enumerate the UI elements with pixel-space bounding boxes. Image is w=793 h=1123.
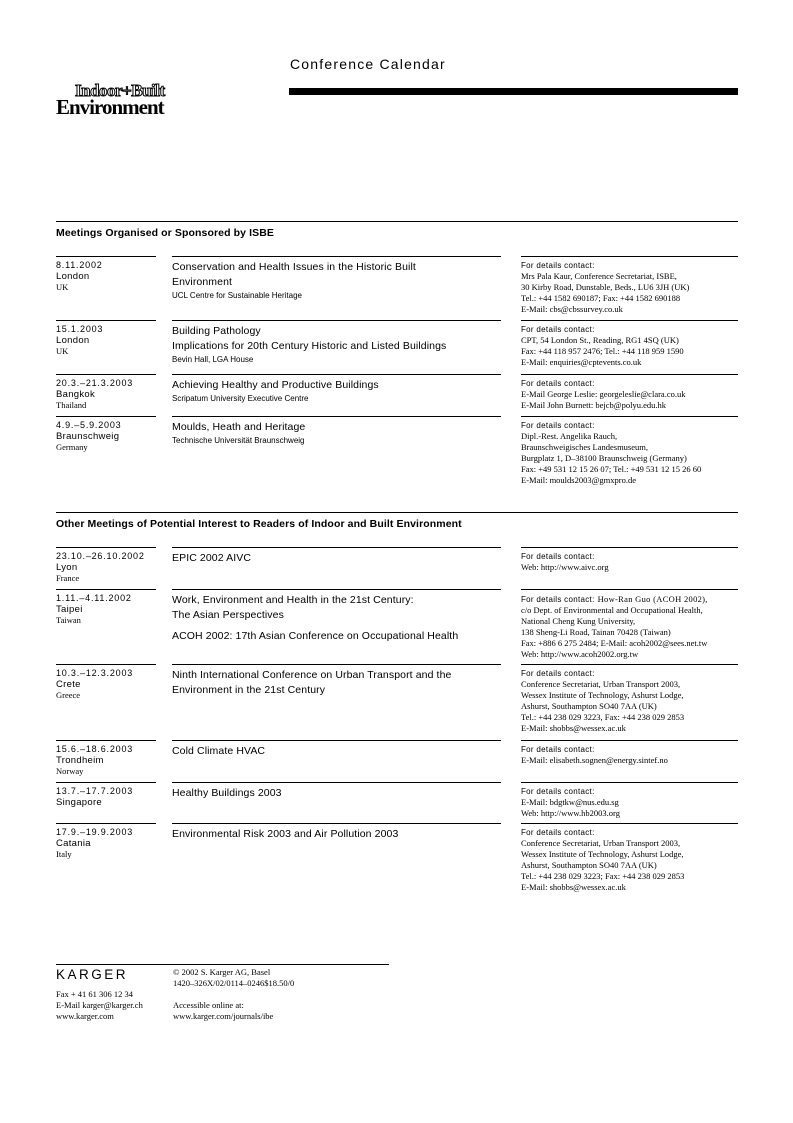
contact-column — [521, 374, 738, 411]
date-column — [56, 782, 156, 808]
meeting-venue: Bevin Hall, LGA House — [172, 355, 254, 364]
meeting-city: Bangkok — [56, 389, 96, 400]
meeting-title-line: Environment — [172, 276, 233, 288]
meeting-country: Greece — [56, 690, 81, 700]
contact-line: Tel.: +44 238 029 3223; Fax: +44 238 029 2853 — [521, 871, 685, 881]
contact-header: For details contact: — [521, 325, 595, 334]
meeting-date: 20.3.–21.3.2003 — [56, 378, 134, 388]
meeting-column — [172, 589, 501, 644]
meeting-title-line: EPIC 2002 AIVC — [172, 552, 252, 564]
contact-header: For details contact: — [521, 595, 595, 604]
date-column — [56, 320, 156, 357]
contact-line: Wessex Institute of Technology, Ashurst Lodge, — [521, 849, 684, 859]
meeting-title-line: Conservation and Health Issues in the Historic Built — [172, 261, 416, 273]
meeting-venue: Technische Universität Braunschweig — [172, 436, 305, 445]
footer-rule — [56, 964, 389, 965]
meeting-column — [172, 547, 501, 566]
contact-column — [521, 256, 738, 315]
meeting-country: Thailand — [56, 400, 87, 410]
publisher-contact — [56, 989, 143, 1022]
contact-line: Tel.: +44 238 029 3223, Fax: +44 238 029 2853 — [521, 712, 685, 722]
contact-line: Conference Secretariat, Urban Transport 2003, — [521, 679, 681, 689]
meeting-title-line: Healthy Buildings 2003 — [172, 787, 282, 799]
logo-line-1: Indoor+Built — [75, 81, 165, 100]
meeting-city: Braunschweig — [56, 431, 120, 442]
meeting-title-line: Work, Environment and Health in the 21st Century: — [172, 594, 414, 606]
meeting-title — [172, 786, 501, 801]
contact-line: Ashurst, Southampton SO40 7AA (UK) — [521, 701, 657, 711]
contact-line: 30 Kirby Road, Dunstable, Beds., LU6 3JH (UK) — [521, 282, 690, 292]
meeting-column — [172, 782, 501, 801]
contact-column — [521, 664, 738, 734]
section-title: Other Meetings of Potential Interest to Readers of Indoor and Built Environment — [56, 518, 462, 530]
contact-line[interactable]: Web: http://www.hb2003.org — [521, 808, 620, 818]
online-access — [173, 1000, 273, 1022]
contact-column — [521, 782, 738, 819]
meeting-title-line: Implications for 20th Century Historic and Listed Buildings — [172, 340, 447, 352]
publisher-fax: Fax + 41 61 306 12 34 — [56, 989, 134, 999]
date-column — [56, 740, 156, 777]
date-column — [56, 256, 156, 293]
meeting-date: 13.7.–17.7.2003 — [56, 786, 134, 796]
contact-line: Fax: +44 118 957 2476; Tel.: +44 118 959 1590 — [521, 346, 684, 356]
date-column — [56, 664, 156, 701]
contact-line: Tel.: +44 1582 690187; Fax: +44 1582 690188 — [521, 293, 681, 303]
contact-line: Burgplatz 1, D–38100 Braunschweig (Germany) — [521, 453, 687, 463]
meeting-subtitle: ACOH 2002: 17th Asian Conference on Occupational Health — [172, 630, 459, 642]
meeting-title — [172, 827, 501, 842]
meeting-city: Singapore — [56, 797, 103, 808]
contact-line: Conference Secretariat, Urban Transport 2003, — [521, 838, 681, 848]
meeting-city: Taipei — [56, 604, 83, 615]
meeting-column — [172, 416, 501, 447]
journal-logo — [56, 81, 165, 119]
meeting-title — [172, 593, 501, 623]
contact-column — [521, 320, 738, 368]
meeting-title-line: Moulds, Heath and Heritage — [172, 421, 306, 433]
contact-line[interactable]: E-Mail George Leslie: georgeleslie@clara.co.uk — [521, 389, 686, 399]
meeting-date: 23.10.–26.10.2002 — [56, 551, 145, 561]
contact-line[interactable]: E-Mail: bdgtkw@nus.edu.sg — [521, 797, 619, 807]
meeting-city: Lyon — [56, 562, 78, 573]
contact-header: For details contact: — [521, 552, 595, 561]
meeting-date: 10.3.–12.3.2003 — [56, 668, 134, 678]
date-column — [56, 823, 156, 860]
date-column — [56, 374, 156, 411]
meeting-title-line: Achieving Healthy and Productive Buildings — [172, 379, 379, 391]
date-column — [56, 416, 156, 453]
contact-line[interactable]: E-Mail: moulds2003@gmxpro.de — [521, 475, 637, 485]
contact-header: For details contact: — [521, 669, 595, 678]
contact-line: CPT, 54 London St., Reading, RG1 4SQ (UK) — [521, 335, 679, 345]
meeting-city: Catania — [56, 838, 91, 849]
meeting-date: 1.11.–4.11.2002 — [56, 593, 132, 603]
date-column — [56, 589, 156, 626]
contact-column — [521, 740, 738, 766]
contact-line: Dipl.-Rest. Angelika Rauch, — [521, 431, 618, 441]
contact-header-line — [521, 594, 738, 605]
meeting-date: 15.1.2003 — [56, 324, 104, 334]
contact-line: 138 Sheng-Li Road, Tainan 70428 (Taiwan) — [521, 627, 671, 637]
copyright: © 2002 S. Karger AG, Basel — [173, 967, 271, 977]
contact-column — [521, 547, 738, 573]
title-bar — [289, 88, 738, 95]
contact-line[interactable]: E-Mail: shobbs@wessex.ac.uk — [521, 723, 626, 733]
meeting-city: Crete — [56, 679, 81, 690]
online-url[interactable]: www.karger.com/journals/ibe — [173, 1011, 274, 1021]
contact-line: Braunschweigisches Landesmuseum, — [521, 442, 648, 452]
contact-column — [521, 589, 738, 660]
meeting-title — [172, 744, 501, 759]
meeting-column — [172, 320, 501, 366]
meeting-country: UK — [56, 346, 69, 356]
meeting-venue: Scripatum University Executive Centre — [172, 394, 309, 403]
section-title: Meetings Organised or Sponsored by ISBE — [56, 227, 275, 239]
meeting-title-line: The Asian Perspectives — [172, 609, 284, 621]
meeting-title — [172, 324, 501, 354]
meeting-column — [172, 823, 501, 842]
contact-header: For details contact: — [521, 421, 595, 430]
contact-line: Wessex Institute of Technology, Ashurst Lodge, — [521, 690, 684, 700]
contact-column — [521, 416, 738, 486]
contact-line[interactable]: E-Mail: elisabeth.sognen@energy.sintef.no — [521, 755, 668, 765]
contact-line: Mrs Pala Kaur, Conference Secretariat, ISBE, — [521, 271, 677, 281]
contact-line[interactable]: E-Mail: shobbs@wessex.ac.uk — [521, 882, 626, 892]
other-section-header — [56, 512, 738, 530]
contact-line[interactable]: Web: http://www.aivc.org — [521, 562, 609, 572]
contact-header: For details contact: — [521, 787, 595, 796]
publisher-email[interactable]: E-Mail karger@karger.ch — [56, 1000, 143, 1010]
publisher-logo: KARGER — [56, 967, 129, 982]
contact-line[interactable]: E-Mail: enquiries@cptevents.co.uk — [521, 357, 642, 367]
meeting-venue: UCL Centre for Sustainable Heritage — [172, 291, 302, 300]
meeting-city: Trondheim — [56, 755, 104, 766]
meeting-column — [172, 256, 501, 302]
contact-header: For details contact: — [521, 261, 595, 270]
meeting-title — [172, 260, 501, 290]
meeting-date: 15.6.–18.6.2003 — [56, 744, 134, 754]
contact-line[interactable]: Web: http://www.acoh2002.org.tw — [521, 649, 639, 659]
contact-line: How-Ran Guo (ACOH 2002), — [597, 594, 708, 604]
meeting-column — [172, 740, 501, 759]
contact-line: National Cheng Kung University, — [521, 616, 636, 626]
meeting-title — [172, 420, 501, 435]
meeting-title-line: Environmental Risk 2003 and Air Pollution 2003 — [172, 828, 399, 840]
date-column — [56, 547, 156, 584]
contact-line[interactable]: Fax: +886 6 275 2484; E-Mail: acoh2002@sees.net.tw — [521, 638, 708, 648]
contact-column — [521, 823, 738, 893]
meeting-title-line: Building Pathology — [172, 325, 261, 337]
contact-header: For details contact: — [521, 745, 595, 754]
meeting-date: 8.11.2002 — [56, 260, 103, 270]
meeting-country: Taiwan — [56, 615, 81, 625]
meeting-title-line: Environment in the 21st Century — [172, 684, 326, 696]
contact-line: Ashurst, Southampton SO40 7AA (UK) — [521, 860, 657, 870]
meeting-country: Germany — [56, 442, 88, 452]
publisher-web[interactable]: www.karger.com — [56, 1011, 114, 1021]
meeting-title — [172, 551, 501, 566]
meeting-title-line: Cold Climate HVAC — [172, 745, 266, 757]
meeting-date: 4.9.–5.9.2003 — [56, 420, 122, 430]
meeting-title — [172, 378, 501, 393]
contact-line: Fax: +49 531 12 15 26 07; Tel.: +49 531 12 15 26 60 — [521, 464, 702, 474]
copyright-block — [173, 967, 294, 989]
meeting-country: UK — [56, 282, 69, 292]
meeting-country: Italy — [56, 849, 72, 859]
isbe-section-header — [56, 221, 738, 239]
meeting-city: London — [56, 335, 90, 346]
contact-header: For details contact: — [521, 379, 595, 388]
meeting-date: 17.9.–19.9.2003 — [56, 827, 134, 837]
issn: 1420–326X/02/0114–0246$18.50/0 — [173, 978, 295, 988]
meeting-column — [172, 374, 501, 405]
contact-line[interactable]: E-Mail John Burnett: bejcb@polyu.edu.hk — [521, 400, 666, 410]
meeting-country: France — [56, 573, 80, 583]
online-label: Accessible online at: — [173, 1000, 244, 1010]
page-title: Conference Calendar — [290, 56, 446, 72]
meeting-title-line: Ninth International Conference on Urban Transport and the — [172, 669, 452, 681]
logo-line-2: Environment — [56, 95, 164, 119]
meeting-title — [172, 668, 501, 698]
contact-line[interactable]: E-Mail: cbs@cbssurvey.co.uk — [521, 304, 623, 314]
meeting-city: London — [56, 271, 90, 282]
meeting-country: Norway — [56, 766, 84, 776]
contact-header: For details contact: — [521, 828, 595, 837]
contact-line: c/o Dept. of Environmental and Occupational Health, — [521, 605, 703, 615]
meeting-column — [172, 664, 501, 698]
